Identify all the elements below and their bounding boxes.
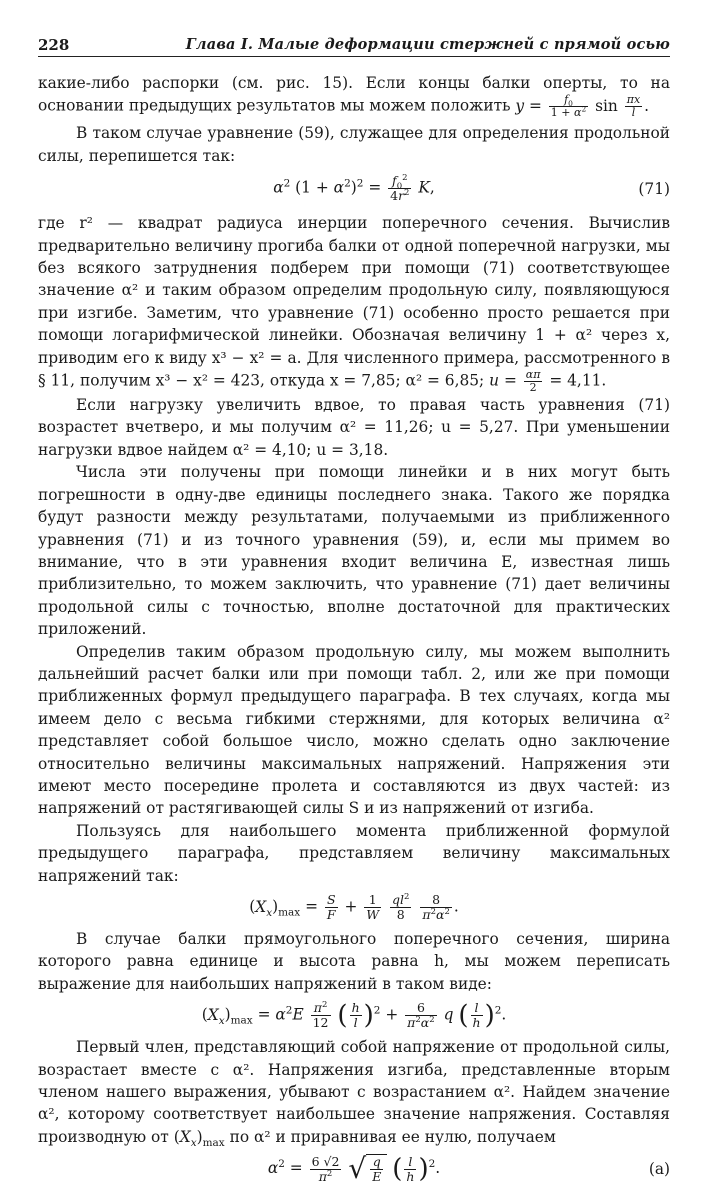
- paragraph-2: В таком случае уравнение (59), служащее для определения продольной силы, перепишется так:: [38, 124, 670, 165]
- paragraph-3-result: x = 7,85; α² = 6,85;: [329, 371, 485, 390]
- paragraph-8: В случае балки прямоугольного поперечного сечения, ширина которого равна единице и высота равна h, мы можем переписать выражение для наибольших напряжений в таком виде:: [38, 930, 670, 993]
- paragraph-9: Первый член, представляющий собой напряжение от продольной силы, возрастает вместе с α². Напряжения изгиба, представленные вторым членом нашего выражения, убывают с возрастанием α². Найдем значение α², которому соответствует наибольшее значение напряжения. Составляя производную от $(X_x)_{max}$ по α² и приравнивая ее нулю, получаем: [38, 1038, 670, 1149]
- equation-a: $\alpha^2$ = $\frac{6 √2}{\pi^2}$ √ $\frac{q}{E}$ ( $\frac{l}{h}$ )$^2$. (a): [267, 1152, 670, 1185]
- equation-number-71: (71): [638, 179, 670, 198]
- equation-rect-stress: $(X_x)_{max} = \alpha^2E$ $\frac{\pi^2}{12}$ ( $\frac{h}{l}$ )$^2$ + $\frac{6}{\pi^2\alpha^2}$ q ( $\frac{l}{h}$ )$^2$.: [201, 1000, 507, 1031]
- paragraph-4: Если нагрузку увеличить вдвое, то правая часть уравнения (71) возрастет вчетверо, и мы получим α² = 11,26; u = 5,27. При уменьшении нагрузки вдвое найдем α² = 4,10; u = 3,18.: [38, 396, 670, 459]
- page-header: [38, 34, 670, 57]
- equation-71: $\alpha^2$ $(1 + \alpha^2)^2$ = $\frac{f_0^2}{4r^2}$ K, (71): [273, 173, 670, 204]
- paragraph-6: Определив таким образом продольную силу, мы можем выполнить дальнейший расчет балки или при помощи табл. 2, или же при помощи приближенных формул предыдущего параграфа. В тех случаях, когда мы имеем дело с весьма гибкими стержнями, для которых величина α² представляет собой большое число, можно сделать одно заключение относительно величины максимальных напряжений. Напряжения эти имеют место посередине пролета и составляются из двух частей: из напряжений от растягивающей силы S и из напряжений от изгиба.: [38, 642, 670, 818]
- paragraph-1: какие-либо распорки (см. рис. 15). Если концы балки оперты, то на основании предыдущих результатов мы можем положить y = $\frac{f_0}{1 + \alpha^2}$ sin $\frac{\pi x}{l}$ .: [38, 74, 670, 120]
- formula-deflection: y = $\frac{f_0}{1 + \alpha^2}$ sin $\frac{\pi x}{l}$ .: [515, 93, 650, 120]
- paragraph-7: Пользуясь для наибольшего момента приближенной формулой предыдущего параграфа, представляем величину максимальных напряжений так:: [38, 821, 670, 885]
- equation-number-a: (a): [648, 1160, 670, 1179]
- page-number: 228: [38, 36, 70, 54]
- square-root: √ $\frac{q}{E}$: [348, 1154, 387, 1184]
- paragraph-3: где r² — квадрат радиуса инерции поперечного сечения. Вычислив предварительно величину прогиба балки от одной поперечной нагрузки, мы без всякого затруднения подберем при помощи (71) соответствующее значение α² и таким образом определим продольную силу, появляющуюся при изгибе. Заметим, что уравнение (71) особенно просто решается при помощи логарифмической линейки. Обозначая величину 1 + α² через x, приводим его к виду x³ − x² = a. Для численного примера, рассмотренного в § 11, получим x³ − x² = 423, откуда x = 7,85; α² = 6,85; u = $\frac{\alpha\pi}{2}$ = 4,11.: [38, 214, 670, 395]
- running-title: Глава I. Малые деформации стержней с прямой осью: [185, 36, 670, 53]
- page-body: [38, 72, 670, 1184]
- equation-max-stress: $(X_x)_{max}$ = $\frac{S}{F}$ + $\frac{1}{W}$ $\frac{ql^2}{8}$ $\frac{8}{\pi^2\alpha^2}$ .: [249, 891, 459, 922]
- paragraph-5: Числа эти получены при помощи линейки и в них могут быть погрешности в одну-две единицы последнего знака. Такого же порядка будут разности между результатами, получаемыми из приближенного уравнения (71) и из точного уравнения (59), и, если мы примем во внимание, что в эти уравнения входит величина E, известная лишь приблизительно, то можем заключить, что уравнение (71) дает величины продольной силы с точностью, вполне достаточной для практических приложений.: [38, 463, 670, 639]
